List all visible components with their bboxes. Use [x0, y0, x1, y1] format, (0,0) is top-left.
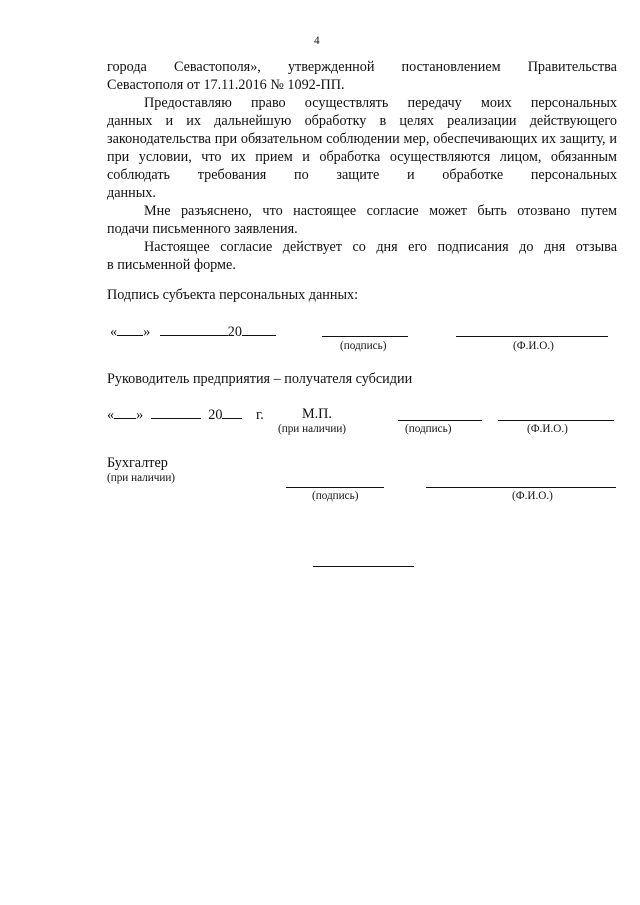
date-close-quote: » [143, 324, 151, 340]
month-blank [151, 405, 201, 419]
year-blank [222, 405, 242, 419]
word: Правительства [527, 59, 617, 75]
subject-signature-caption: (подпись) [340, 340, 387, 352]
day-blank [117, 322, 143, 336]
subject-fio-caption: (Ф.И.О.) [513, 340, 554, 352]
year-prefix: 20 [208, 407, 223, 423]
paragraph-2-line-1: Предоставляю право осуществлять передачу моих персональных [144, 95, 617, 111]
word: утвержденной [287, 59, 375, 75]
day-blank [114, 405, 136, 419]
head-signature-caption: (подпись) [405, 423, 452, 435]
year-suffix: г. [256, 407, 264, 423]
paragraph-4-line-2: в письменной форме. [107, 257, 236, 273]
paragraph-2-last: данных. [107, 185, 156, 201]
subject-signature-heading: Подпись субъекта персональных данных: [107, 287, 359, 303]
paragraph-3-line-1: Мне разъяснено, что настоящее согласие может быть отозвано путем [144, 203, 617, 219]
page-number: 4 [314, 35, 320, 47]
year-blank [242, 322, 276, 336]
paragraph-1-line-1 [107, 58, 617, 76]
year-prefix: 20 [227, 324, 242, 340]
accountant-signature-caption: (подпись) [312, 490, 359, 502]
head-fio-line [498, 420, 614, 421]
paragraph-4-line-1: Настоящее согласие действует со дня его подписания до дня отзыва [144, 239, 617, 255]
paragraph-2-body: данных и их дальнейшую обработку в целях реализации действующего законодательства при обязательном соблюдении мер, обеспечивающих их защиту, и при условии, что их прием и обработка осуществляются лицом, обязанным соблюдать требования по защите и обработке персональных [107, 113, 617, 183]
paragraph-3-line-2: подачи письменного заявления. [107, 221, 298, 237]
stamp-caption: (при наличии) [278, 423, 347, 435]
subject-fio-line [456, 336, 608, 337]
head-signature-heading: Руководитель предприятия – получателя субсидии [107, 371, 413, 387]
date-open-quote: « [110, 324, 118, 340]
accountant-fio-caption: (Ф.И.О.) [512, 490, 553, 502]
month-blank [160, 322, 228, 336]
accountant-fio-line [426, 487, 616, 488]
stamp-label: М.П. [302, 406, 332, 422]
subject-date-field [110, 322, 276, 341]
accountant-signature-line [286, 487, 384, 488]
date-open-quote: « [107, 407, 115, 423]
word: Севастополя», [173, 59, 261, 75]
word: постановлением [401, 59, 501, 75]
end-separator [313, 566, 414, 567]
head-fio-caption: (Ф.И.О.) [527, 423, 568, 435]
paragraph-1-line-2: Севастополя от 17.11.2016 № 1092-ПП. [107, 77, 345, 93]
date-close-quote: » [136, 407, 144, 423]
accountant-note: (при наличии) [107, 472, 176, 484]
subject-signature-line [322, 336, 408, 337]
word: города [107, 59, 147, 75]
head-signature-line [398, 420, 482, 421]
accountant-heading: Бухгалтер [107, 455, 168, 471]
head-date-field [107, 405, 264, 424]
